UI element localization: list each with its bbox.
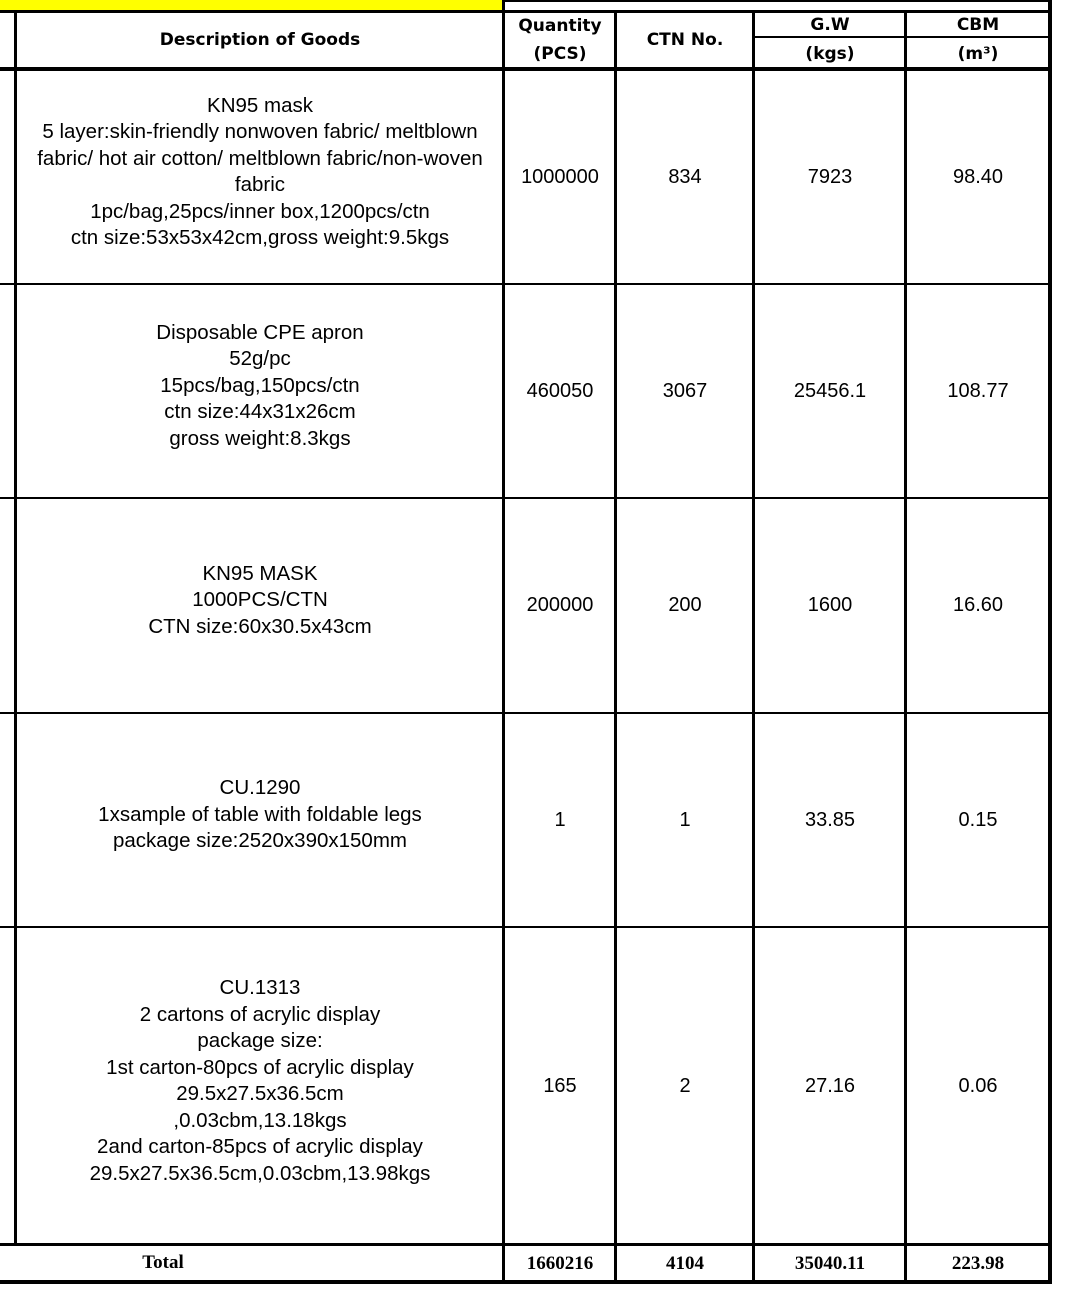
row-5-ctn bbox=[616, 927, 754, 1245]
rule-bottom bbox=[0, 1280, 1052, 1284]
quantity-value: 1 bbox=[554, 808, 566, 831]
rule-col-ctn bbox=[614, 10, 617, 1284]
row-2-gw bbox=[754, 284, 906, 498]
description-line: package size: bbox=[197, 1029, 323, 1052]
description-line: KN95 mask bbox=[207, 93, 313, 117]
gw-value: 27.16 bbox=[804, 1074, 856, 1097]
gw-value: 7923 bbox=[807, 165, 853, 188]
description-line: CU.1290 bbox=[219, 776, 301, 800]
description-line: 2 cartons of acrylic display bbox=[139, 1002, 381, 1026]
row-5-gw bbox=[754, 927, 906, 1245]
description-line: 2and carton-85pcs of acrylic display bbox=[97, 1135, 423, 1158]
row-3-description bbox=[16, 498, 504, 713]
total-label: Total bbox=[142, 1252, 184, 1273]
description-line: ,0.03cbm,13.18kgs bbox=[173, 1108, 347, 1132]
row-4-description bbox=[16, 713, 504, 927]
rule-row-1 bbox=[0, 283, 1052, 285]
row-4-quantity bbox=[504, 713, 616, 927]
rule-header-split bbox=[754, 36, 1052, 38]
row-1-description bbox=[16, 70, 504, 284]
ctn-value: 3067 bbox=[662, 379, 708, 402]
row-3-gw bbox=[754, 498, 906, 713]
row-4-ctn bbox=[616, 713, 754, 927]
rule-row-4 bbox=[0, 926, 1052, 928]
description-line: Disposable CPE apron bbox=[156, 320, 364, 344]
rule-row-2 bbox=[0, 497, 1052, 499]
description-line: fabric bbox=[234, 173, 286, 196]
total-ctn: 4104 bbox=[666, 1253, 704, 1274]
highlighted-cell bbox=[0, 0, 502, 10]
header-quantity-label: Quantity bbox=[518, 16, 602, 36]
description-line: KN95 MASK bbox=[202, 561, 318, 585]
header-quantity-unit: (PCS) bbox=[533, 44, 587, 64]
row-5-cbm bbox=[906, 927, 1050, 1245]
description-line: 5 layer:skin-friendly nonwoven fabric/ meltblown bbox=[42, 120, 478, 143]
cbm-value: 108.77 bbox=[947, 379, 1009, 402]
header-gw-unit: (kgs) bbox=[805, 43, 855, 64]
cbm-value: 0.15 bbox=[958, 808, 998, 831]
header-cbm-unit: (m³) bbox=[957, 43, 999, 64]
rule-row-3 bbox=[0, 712, 1052, 714]
ctn-value: 2 bbox=[679, 1074, 691, 1097]
gw-value: 33.85 bbox=[804, 808, 856, 831]
rule-col-quantity bbox=[502, 0, 505, 1284]
gw-value: 1600 bbox=[807, 594, 853, 616]
description-line: 52g/pc bbox=[229, 347, 291, 371]
row-3-ctn bbox=[616, 498, 754, 713]
ctn-value: 1 bbox=[679, 808, 691, 831]
row-2-description bbox=[16, 284, 504, 498]
rule-header-top bbox=[0, 10, 1052, 13]
header-description: Description of Goods bbox=[159, 30, 361, 50]
description-line: 1st carton-80pcs of acrylic display bbox=[106, 1055, 414, 1079]
ctn-value: 834 bbox=[668, 165, 702, 188]
row-3-quantity bbox=[504, 498, 616, 713]
header-gw-label: G.W bbox=[810, 14, 850, 35]
cbm-value: 16.60 bbox=[952, 594, 1004, 616]
row-4-gw bbox=[754, 713, 906, 927]
cbm-value: 98.40 bbox=[952, 165, 1004, 188]
description-line: package size:2520x390x150mm bbox=[112, 829, 407, 853]
row-2-cbm bbox=[906, 284, 1050, 498]
row-5-quantity bbox=[504, 927, 616, 1245]
total-cbm: 223.98 bbox=[951, 1253, 1005, 1274]
gw-value: 25456.1 bbox=[793, 379, 867, 402]
header-cbm-label: CBM bbox=[956, 14, 1000, 35]
rule-top-right bbox=[502, 0, 1052, 2]
description-line: 1pc/bag,25pcs/inner box,1200pcs/ctn bbox=[90, 199, 430, 223]
rule-col-cbm bbox=[904, 10, 907, 1284]
quantity-value: 460050 bbox=[526, 379, 594, 402]
rule-col-left bbox=[14, 10, 17, 1244]
header-ctn: CTN No. bbox=[646, 30, 724, 50]
row-1-gw bbox=[754, 70, 906, 284]
description-line: 1000PCS/CTN bbox=[192, 588, 328, 612]
total-gw: 35040.11 bbox=[794, 1253, 866, 1274]
row-1-cbm bbox=[906, 70, 1050, 284]
row-1-ctn bbox=[616, 70, 754, 284]
description-line: 29.5x27.5x36.5cm,0.03cbm,13.98kgs bbox=[89, 1161, 431, 1185]
description-line: gross weight:8.3kgs bbox=[169, 426, 351, 450]
ctn-value: 200 bbox=[668, 594, 702, 616]
rule-total-top bbox=[0, 1243, 1052, 1246]
row-2-quantity bbox=[504, 284, 616, 498]
description-line: CTN size:60x30.5x43cm bbox=[148, 614, 372, 638]
description-line: 29.5x27.5x36.5cm bbox=[176, 1082, 344, 1105]
quantity-value: 200000 bbox=[526, 594, 594, 616]
row-3-cbm bbox=[906, 498, 1050, 713]
description-line: ctn size:53x53x42cm,gross weight:9.5kgs bbox=[70, 226, 450, 249]
quantity-value: 165 bbox=[543, 1074, 577, 1097]
cbm-value: 0.06 bbox=[958, 1074, 998, 1097]
description-line: fabric/ hot air cotton/ meltblown fabric/non-woven bbox=[37, 146, 483, 170]
quantity-value: 1000000 bbox=[521, 165, 599, 188]
rule-header-bottom bbox=[0, 67, 1052, 71]
description-line: 15pcs/bag,150pcs/ctn bbox=[160, 373, 360, 397]
rule-col-gw bbox=[752, 10, 755, 1284]
description-line: 1xsample of table with foldable legs bbox=[98, 802, 422, 826]
row-1-quantity bbox=[504, 70, 616, 284]
header-quantity bbox=[504, 12, 616, 68]
row-2-ctn bbox=[616, 284, 754, 498]
total-quantity: 1660216 bbox=[526, 1253, 594, 1274]
rule-col-right bbox=[1048, 0, 1052, 1284]
row-5-description bbox=[16, 927, 504, 1245]
description-line: ctn size:44x31x26cm bbox=[164, 400, 356, 424]
row-4-cbm bbox=[906, 713, 1050, 927]
description-line: CU.1313 bbox=[219, 976, 301, 999]
